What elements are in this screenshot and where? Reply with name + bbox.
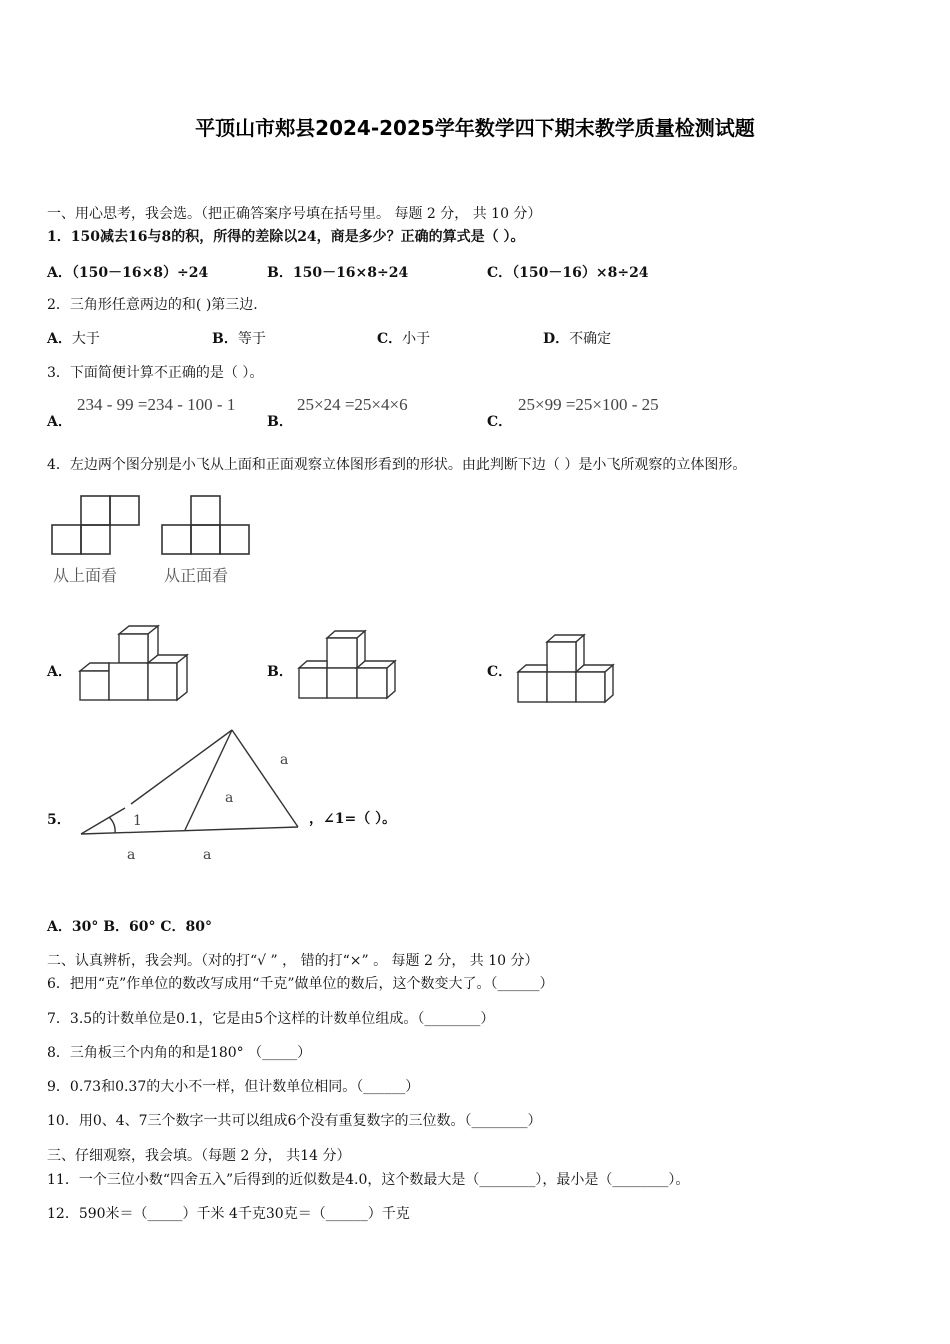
q2-option-c-text: 小于 — [402, 331, 431, 347]
q2-option-c-label: C． — [377, 331, 403, 347]
q5-number: 5． — [47, 812, 71, 828]
q11: 11．一个三位小数“四舍五入”后得到的近似数是4.0，这个数最大是（________），最小是（________）。 — [47, 1172, 690, 1188]
q5-label-angle-1: 1 — [133, 813, 142, 829]
front-view-caption: 从正面看 — [164, 566, 229, 585]
q5-label-a-right: a — [280, 752, 289, 768]
q2-option-b-label: B． — [212, 331, 238, 347]
section3-header: 三、仔细观察，我会填。（每题 2 分， 共14 分） — [47, 1148, 351, 1164]
top-view-figure — [50, 494, 142, 558]
q4-stem: 4．左边两个图分别是小飞从上面和正面观察立体图形看到的形状。由此判断下边（ ）是小飞所观察的立体图形。 — [47, 457, 747, 473]
q8: 8．三角板三个内角的和是180° （_____） — [47, 1045, 312, 1061]
q5-label-a-bottom-left: a — [127, 847, 136, 863]
q3-option-b-formula: 25×24 =25×4×6 — [297, 395, 408, 414]
q5-label-a-bottom-right: a — [203, 847, 212, 863]
q3-option-a-label[interactable]: A． — [47, 414, 72, 430]
q3-option-c-formula: 25×99 =25×100 - 25 — [518, 395, 659, 414]
section2-header: 二、认真辨析，我会判。（对的打“√ ” ， 错的打“×” 。 每题 2 分， 共 10 分） — [47, 953, 539, 969]
q5-question: ，∠1=（ ）。 — [309, 811, 397, 827]
q1-stem: 1．150减去16与8的积，所得的差除以24，商是多少？正确的算式是（ ）。 — [47, 229, 525, 245]
q4-option-b-label[interactable]: B． — [267, 664, 293, 680]
q3-option-b-label[interactable]: B． — [267, 414, 293, 430]
q5-options[interactable]: A．30° B．60° C．80° — [47, 919, 213, 935]
q2-stem: 2．三角形任意两边的和( )第三边. — [47, 297, 258, 313]
q4-option-c-solid[interactable] — [515, 632, 620, 706]
q1-option-c-label: C． — [487, 265, 513, 281]
q7: 7．3.5的计数单位是0.1，它是由5个这样的计数单位组成。（________） — [47, 1011, 495, 1027]
q10: 10．用0、4、7三个数字一共可以组成6个没有重复数字的三位数。（________） — [47, 1113, 542, 1129]
q2-option-c[interactable] — [377, 330, 430, 348]
q6: 6．把用“克”作单位的数改写成用“千克”做单位的数后，这个数变大了。（______） — [47, 976, 554, 992]
q1-option-c[interactable] — [487, 262, 649, 282]
q1-option-c-text: （150－16）×8÷24 — [512, 265, 649, 281]
q3-stem: 3．下面简便计算不正确的是（ ）。 — [47, 365, 264, 381]
q3-option-c-label[interactable]: C． — [487, 414, 513, 430]
q4-option-c-label[interactable]: C． — [487, 664, 513, 680]
q1-option-b-label: B． — [267, 265, 293, 281]
q2-option-b-text: 等于 — [237, 331, 266, 347]
page-title: 平顶山市郏县2024-2025学年数学四下期末教学质量检测试题 — [195, 116, 755, 140]
q2-option-b[interactable] — [212, 330, 266, 348]
q5-label-a-inner: a — [225, 790, 234, 806]
q1-option-a[interactable] — [47, 262, 208, 282]
q4-option-a-solid[interactable] — [75, 620, 190, 706]
top-view-caption: 从上面看 — [53, 566, 118, 585]
q4-option-b-solid[interactable] — [295, 626, 400, 706]
q4-option-a-label[interactable]: A． — [47, 664, 72, 680]
q1-option-b[interactable] — [267, 262, 408, 282]
q2-option-d[interactable] — [543, 330, 611, 348]
q2-option-a-text: 大于 — [71, 331, 100, 347]
q1-option-b-text: 150－16×8÷24 — [292, 265, 409, 281]
q2-option-a[interactable] — [47, 330, 100, 348]
q2-option-d-label: D． — [543, 331, 570, 347]
q9: 9．0.73和0.37的大小不一样，但计数单位相同。（______） — [47, 1079, 420, 1095]
section1-header: 一、用心思考，我会选。（把正确答案序号填在括号里。 每题 2 分， 共 10 分） — [47, 206, 542, 222]
q3-option-a-formula: 234 - 99 =234 - 100 - 1 — [77, 395, 236, 414]
q2-option-d-text: 不确定 — [569, 331, 612, 347]
front-view-figure — [160, 494, 252, 558]
q1-option-a-label: A． — [47, 265, 72, 281]
q12: 12．590米＝（_____）千米 4千克30克＝（______）千克 — [47, 1206, 410, 1222]
q1-option-a-text: （150－16×8）÷24 — [71, 265, 209, 281]
q5-triangle-figure — [75, 724, 310, 844]
q2-option-a-label: A． — [47, 331, 72, 347]
